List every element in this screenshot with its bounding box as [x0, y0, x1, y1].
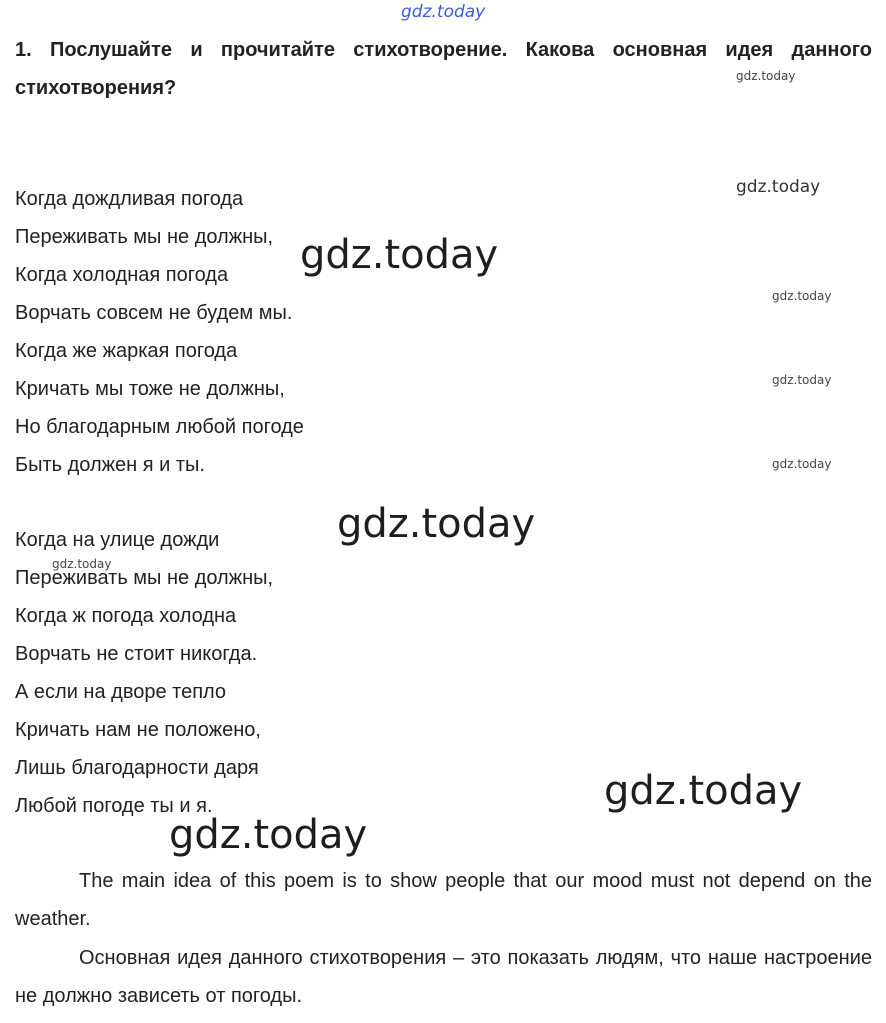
watermark: gdz.today: [772, 289, 832, 303]
watermark: gdz.today: [772, 457, 832, 471]
watermark: gdz.today: [772, 373, 832, 387]
watermark: gdz.today: [401, 2, 486, 22]
poem-line: Ворчать совсем не будем мы.: [15, 302, 293, 324]
answer-russian: Основная идея данного стихотворения – это показать людям, что наше настроение не должно зависеть от погоды.: [15, 947, 872, 1007]
poem-line: Переживать мы не должны,: [15, 567, 274, 589]
poem-line: Переживать мы не должны,: [15, 226, 274, 248]
poem-line: Быть должен я и ты.: [15, 454, 205, 476]
poem-line: Лишь благодарности даря: [15, 757, 259, 779]
answer-english: The main idea of this poem is to show people that our mood must not depend on the weather.: [15, 870, 872, 930]
watermark: gdz.today: [169, 812, 368, 858]
poem-line: Когда холодная погода: [15, 264, 229, 286]
poem-line: Когда дождливая погода: [15, 188, 244, 210]
poem-line: Ворчать не стоит никогда.: [15, 643, 258, 665]
poem-line: Любой погоде ты и я.: [15, 795, 213, 817]
poem-stanza-1: [15, 180, 304, 484]
poem-line: Когда на улице дожди: [15, 529, 220, 551]
watermark: gdz.today: [604, 768, 803, 814]
poem-line: Когда ж погода холодна: [15, 605, 237, 627]
poem-line: Но благодарным любой погоде: [15, 416, 304, 438]
watermark: gdz.today: [337, 501, 536, 547]
poem-line: Когда же жаркая погода: [15, 340, 238, 362]
question-heading: 1. Послушайте и прочитайте стихотворение. Какова основная идея данного стихотворения?: [15, 39, 872, 99]
poem-line: А если на дворе тепло: [15, 681, 227, 703]
watermark: gdz.today: [52, 557, 112, 571]
watermark: gdz.today: [736, 69, 796, 83]
watermark: gdz.today: [300, 232, 499, 278]
poem-line: Кричать мы тоже не должны,: [15, 378, 285, 400]
poem-line: Кричать нам не положено,: [15, 719, 261, 741]
watermark: gdz.today: [736, 177, 821, 197]
